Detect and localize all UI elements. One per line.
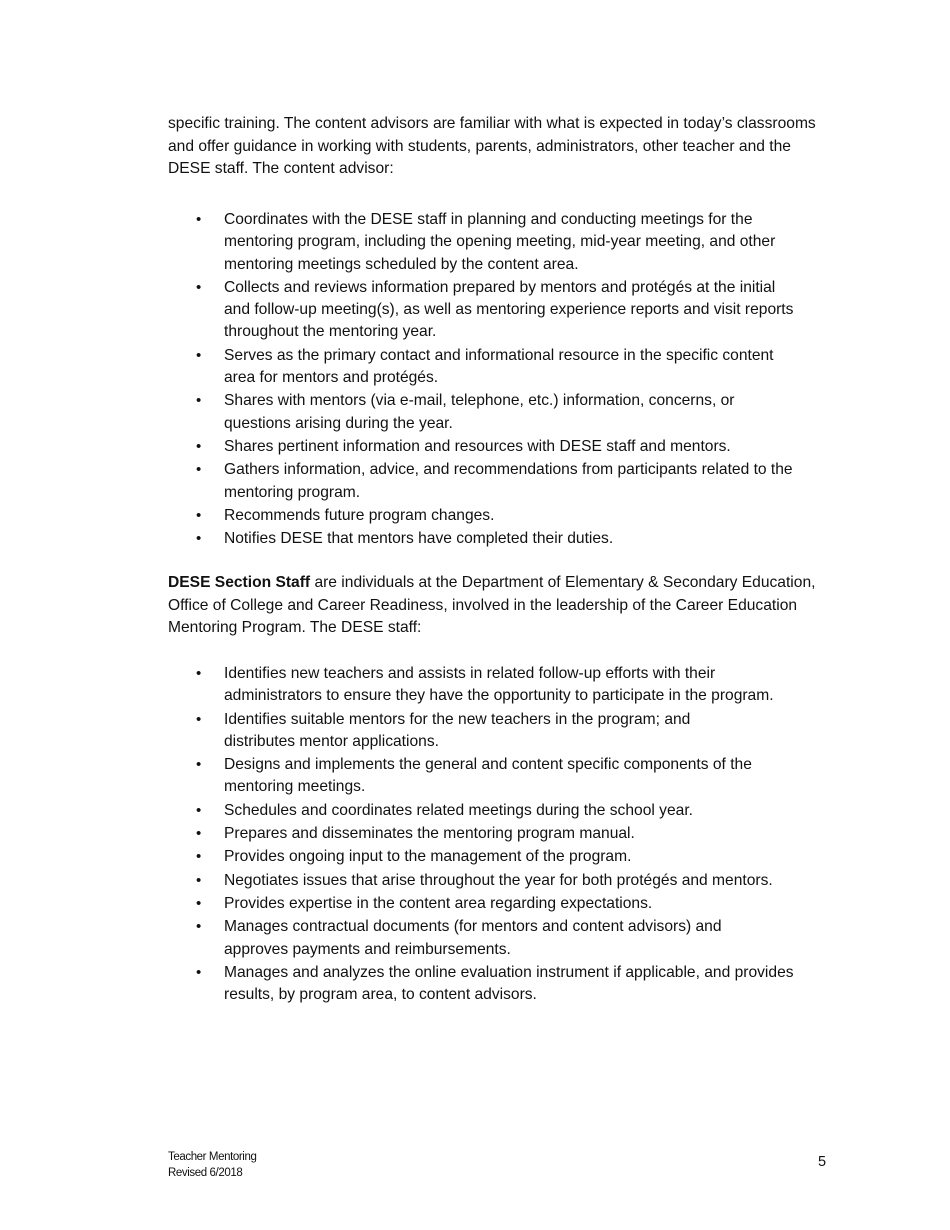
bullet-icon: • bbox=[196, 918, 202, 936]
bullet-icon: • bbox=[196, 278, 202, 296]
list-item: • Schedules and coordinates related meetings during the school year. bbox=[168, 800, 848, 822]
bullet-icon: • bbox=[196, 710, 202, 728]
bullet-icon: • bbox=[196, 437, 202, 455]
footer-title: Teacher Mentoring bbox=[168, 1151, 257, 1163]
bullet-icon: • bbox=[196, 963, 202, 981]
bullet-icon: • bbox=[196, 665, 202, 682]
list-item: • Recommends future program changes. bbox=[168, 505, 848, 527]
bullet-icon: • bbox=[196, 825, 202, 843]
bullet-icon: • bbox=[196, 756, 202, 774]
list-item: • Manages and analyzes the online evaluation instrument if applicable, and provides results, by program area, to content advisors. bbox=[196, 963, 794, 1004]
list-item: • Designs and implements the general and content specific components of the mentoring meetings. bbox=[196, 756, 752, 796]
list-item: • Prepares and disseminates the mentoring program manual. bbox=[168, 823, 848, 845]
footer-revised-date: Revised 6/2018 bbox=[168, 1167, 243, 1179]
list-item: • Collects and reviews information prepared by mentors and protégés at the initial and follow-up meeting(s), as well as mentoring experience reports and visit reports throughout the mentoring year. bbox=[196, 278, 794, 341]
intro-paragraph: specific training. The content advisors are familiar with what is expected in today’s classrooms and offer guidance in working with students, parents, administrators, other teacher and the DESE staff. The content advisor: bbox=[168, 115, 816, 178]
footer bbox=[168, 1149, 256, 1181]
list-item: • Manages contractual documents (for mentors and content advisors) and approves payments and reimbursements. bbox=[196, 918, 722, 958]
list-item: • Provides ongoing input to the management of the program. bbox=[168, 846, 848, 868]
list-item: • Shares pertinent information and resources with DESE staff and mentors. bbox=[168, 436, 848, 458]
list-item: • Coordinates with the DESE staff in planning and conducting meetings for the mentoring program, including the opening meeting, mid-year meeting, and other mentoring meetings scheduled by the content area. bbox=[196, 211, 776, 273]
list-item: • Identifies suitable mentors for the new teachers in the program; and distributes mentor applications. bbox=[196, 710, 691, 750]
bullet-icon: • bbox=[196, 894, 202, 912]
bullet-icon: • bbox=[196, 530, 202, 548]
dese-staff-paragraph bbox=[168, 572, 828, 640]
dese-staff-duties-list bbox=[168, 663, 848, 1007]
page-number: 5 bbox=[818, 1154, 827, 1170]
bullet-icon: • bbox=[196, 211, 202, 228]
list-item: • Identifies new teachers and assists in related follow-up efforts with their administrators to ensure they have the opportunity to participate in the program. bbox=[196, 665, 774, 705]
dese-staff-heading: DESE Section Staff bbox=[168, 574, 311, 591]
list-item: • Provides expertise in the content area regarding expectations. bbox=[168, 893, 848, 915]
list-item: • Notifies DESE that mentors have completed their duties. bbox=[168, 528, 848, 550]
list-item: • Gathers information, advice, and recommendations from participants related to the mentoring program. bbox=[196, 461, 793, 501]
bullet-icon: • bbox=[196, 392, 202, 410]
bullet-icon: • bbox=[196, 848, 202, 866]
bullet-icon: • bbox=[196, 871, 202, 889]
content-advisor-duties-list bbox=[168, 209, 848, 551]
list-item: • Negotiates issues that arise throughout the year for both protégés and mentors. bbox=[168, 870, 848, 892]
bullet-icon: • bbox=[196, 346, 202, 364]
list-item: • Shares with mentors (via e-mail, telephone, etc.) information, concerns, or questions arising during the year. bbox=[196, 392, 735, 432]
list-item: • Serves as the primary contact and informational resource in the specific content area for mentors and protégés. bbox=[196, 346, 774, 387]
bullet-icon: • bbox=[196, 506, 202, 524]
dese-staff-description: are individuals at the Department of Elementary & Secondary Education, Office of College and Career Readiness, involved in the leadership of the Career Education Mentoring Program. The DESE staff: bbox=[168, 574, 816, 637]
bullet-icon: • bbox=[196, 461, 202, 479]
bullet-icon: • bbox=[196, 801, 202, 819]
